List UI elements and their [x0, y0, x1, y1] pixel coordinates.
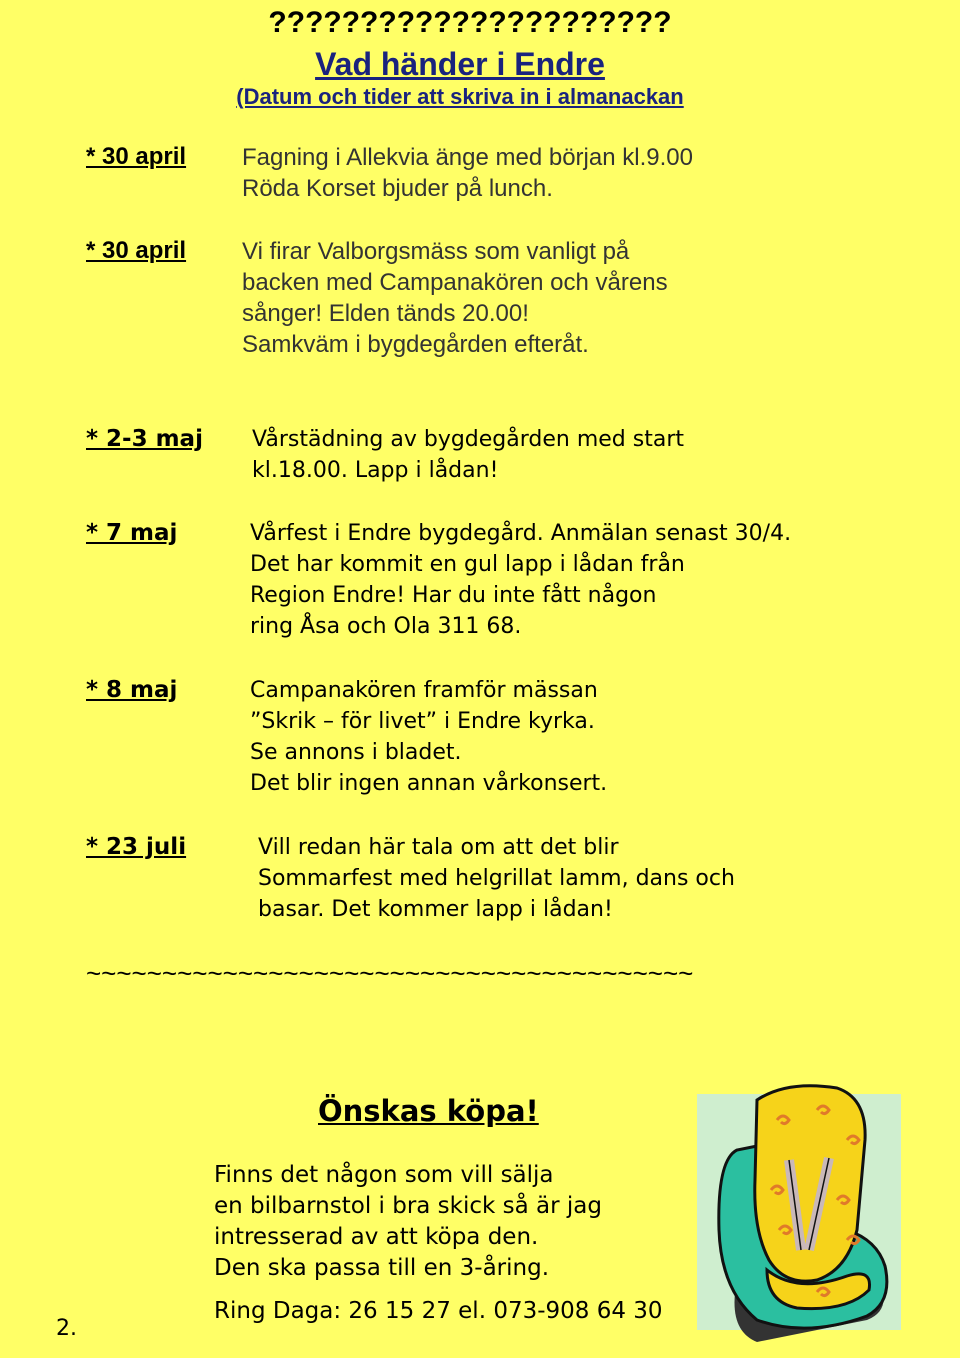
event-line: Vårstädning av bygdegården med start: [252, 427, 685, 452]
event-line: basar. Det kommer lapp i lådan!: [258, 897, 613, 922]
event-line: kl.18.00. Lapp i lådan!: [252, 458, 499, 483]
event-line: Se annons i bladet.: [250, 740, 462, 765]
event-description: [242, 142, 693, 204]
wanted-line: Finns det någon som vill sälja: [214, 1162, 554, 1188]
event-line: Vill redan här tala om att det blir: [258, 835, 619, 860]
event-date: * 2-3 maj: [86, 426, 203, 452]
event-date: * 8 maj: [86, 677, 178, 703]
event-line: ”Skrik – för livet” i Endre kyrka.: [250, 709, 595, 734]
page-number: 2.: [56, 1316, 77, 1341]
event-line: sånger! Elden tänds 20.00!: [242, 300, 529, 327]
event-line: Samkväm i bygdegården efteråt.: [242, 331, 589, 358]
wanted-title: Önskas köpa!: [318, 1094, 539, 1128]
event-description: [258, 832, 735, 925]
event-line: ring Åsa och Ola 311 68.: [250, 614, 522, 639]
event-line: Det blir ingen annan vårkonsert.: [250, 771, 608, 796]
wanted-line: en bilbarnstol i bra skick så är jag: [214, 1193, 602, 1219]
event-line: backen med Campanakören och vårens: [242, 269, 668, 296]
car-seat-icon: [697, 1080, 901, 1348]
contact-line: Ring Daga: 26 15 27 el. 073-908 64 30: [214, 1298, 663, 1324]
event-line: Campanakören framför mässan: [250, 678, 598, 703]
event-date: * 7 maj: [86, 520, 178, 546]
tilde-divider: ~~~~~~~~~~~~~~~~~~~~~~~~~~~~~~~~~~~~~~~~: [86, 958, 694, 988]
seat-back: [755, 1086, 865, 1281]
event-date: * 30 april: [86, 143, 187, 170]
question-marks: ??????????????????????: [268, 6, 672, 39]
page-title: Vad händer i Endre: [315, 46, 605, 82]
page-subtitle: (Datum och tider att skriva in i almanackan: [236, 84, 684, 109]
event-description: [252, 424, 684, 486]
wanted-line: Den ska passa till en 3-åring.: [214, 1255, 550, 1281]
event-line: Fagning i Allekvia änge med början kl.9.00: [242, 144, 693, 171]
event-description: [242, 236, 668, 360]
event-line: Region Endre! Har du inte fått någon: [250, 583, 657, 608]
event-line: Vi firar Valborgsmäss som vanligt på: [242, 238, 630, 265]
wanted-text: [214, 1160, 602, 1284]
event-line: Vårfest i Endre bygdegård. Anmälan senast 30/4.: [250, 521, 792, 546]
event-date: * 23 juli: [86, 834, 187, 860]
event-description: [250, 675, 607, 799]
wanted-line: intresserad av att köpa den.: [214, 1224, 539, 1250]
event-line: Det har kommit en gul lapp i lådan från: [250, 552, 685, 577]
event-date: * 30 april: [86, 237, 187, 264]
event-line: Röda Korset bjuder på lunch.: [242, 175, 553, 202]
event-description: [250, 518, 791, 642]
event-line: Sommarfest med helgrillat lamm, dans och: [258, 866, 735, 891]
